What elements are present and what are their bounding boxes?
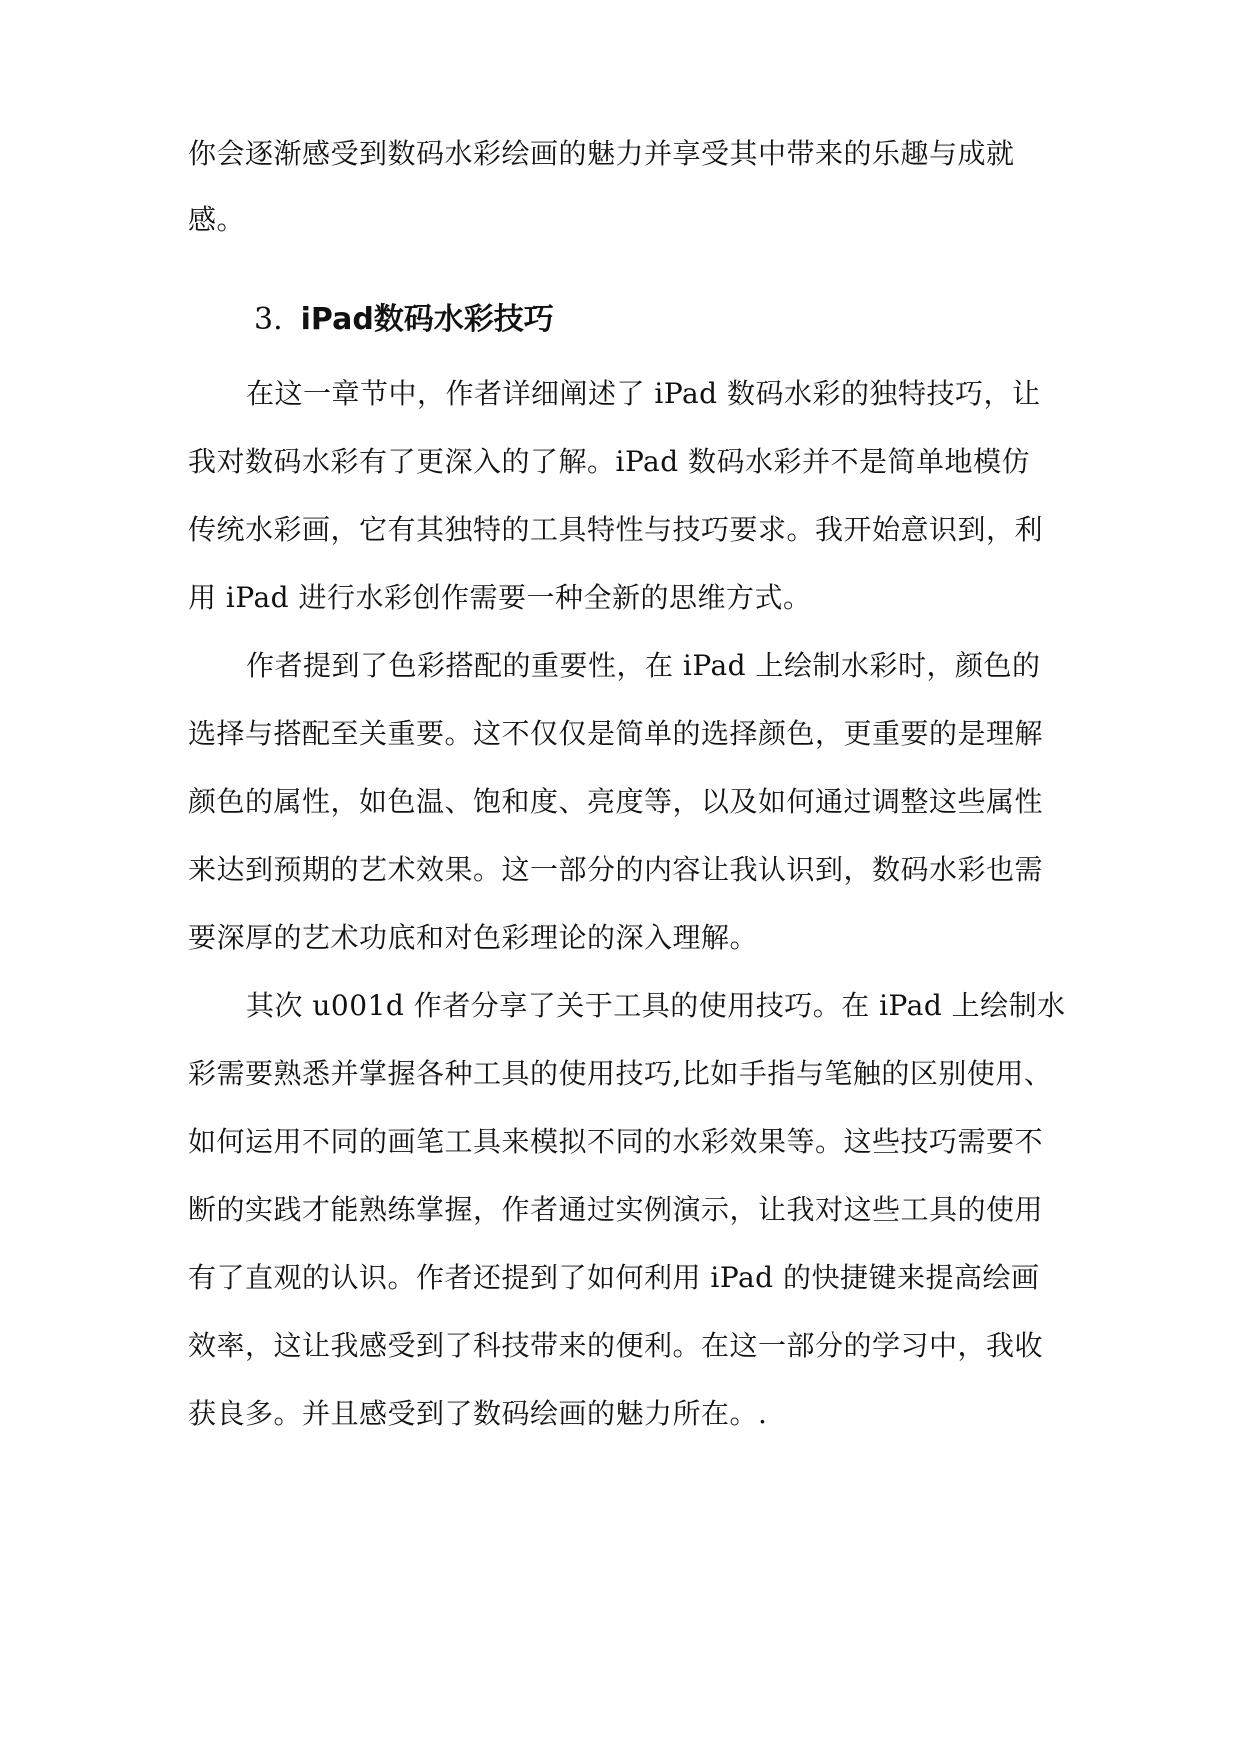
paragraph1-line-3: 传统水彩画，它有其独特的工具特性与技巧要求。我开始意识到，利 xyxy=(188,513,1044,546)
paragraph2-line-3: 颜色的属性，如色温、饱和度、亮度等，以及如何通过调整这些属性 xyxy=(188,785,1044,818)
section-heading xyxy=(254,298,554,342)
intro-line-1: 你会逐渐感受到数码水彩绘画的魅力并享受其中带来的乐趣与成就 xyxy=(188,137,1015,170)
paragraph2-line-4: 来达到预期的艺术效果。这一部分的内容让我认识到，数码水彩也需 xyxy=(188,853,1044,886)
paragraph2-line-5: 要深厚的艺术功底和对色彩理论的深入理解。 xyxy=(188,921,759,954)
paragraph3-line-4: 断的实践才能熟练掌握，作者通过实例演示，让我对这些工具的使用 xyxy=(188,1193,1044,1226)
section-title: iPad数码水彩技巧 xyxy=(300,302,554,337)
paragraph3-line-5: 有了直观的认识。作者还提到了如何利用 iPad 的快捷键来提高绘画 xyxy=(188,1261,1040,1294)
paragraph1-line-1: 在这一章节中，作者详细阐述了 iPad 数码水彩的独特技巧，让 xyxy=(246,377,1041,410)
paragraph3-line-7: 获良多。并且感受到了数码绘画的魅力所在。. xyxy=(188,1397,768,1430)
paragraph3-line-2: 彩需要熟悉并掌握各种工具的使用技巧,比如手指与笔触的区别使用、 xyxy=(188,1057,1053,1090)
paragraph2-line-1: 作者提到了色彩搭配的重要性，在 iPad 上绘制水彩时，颜色的 xyxy=(246,649,1041,682)
intro-line-2: 感。 xyxy=(188,203,246,236)
paragraph1-line-2: 我对数码水彩有了更深入的了解。iPad 数码水彩并不是简单地模仿 xyxy=(188,445,1031,478)
paragraph3-line-3: 如何运用不同的画笔工具来模拟不同的水彩效果等。这些技巧需要不 xyxy=(188,1125,1044,1158)
section-number: 3. xyxy=(254,302,283,337)
paragraph3-line-6: 效率，这让我感受到了科技带来的便利。在这一部分的学习中，我收 xyxy=(188,1329,1044,1362)
paragraph3-line-1: 其次 u001d 作者分享了关于工具的使用技巧。在 iPad 上绘制水 xyxy=(246,989,1066,1022)
paragraph2-line-2: 选择与搭配至关重要。这不仅仅是简单的选择颜色，更重要的是理解 xyxy=(188,717,1044,750)
paragraph1-line-4: 用 iPad 进行水彩创作需要一种全新的思维方式。 xyxy=(188,581,812,614)
